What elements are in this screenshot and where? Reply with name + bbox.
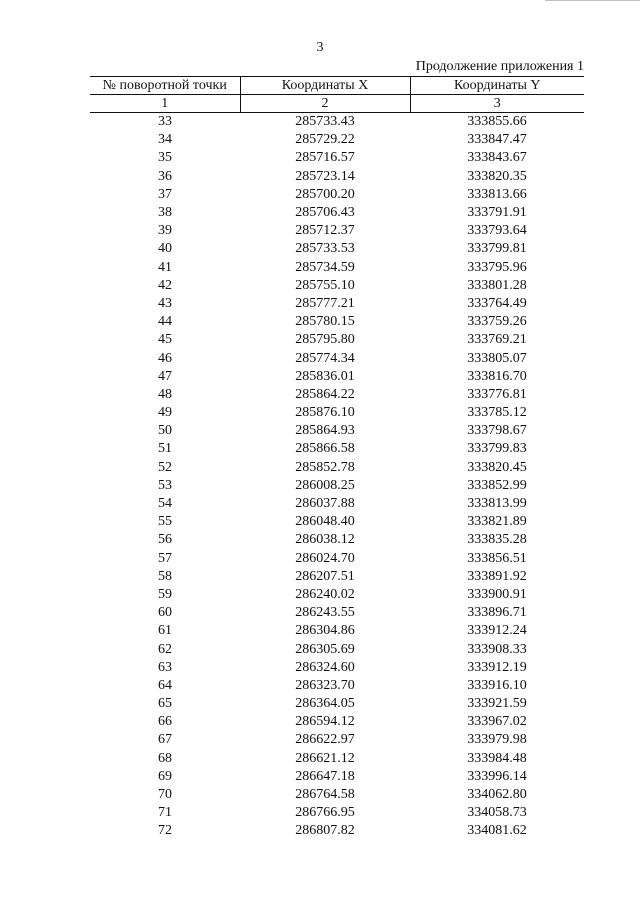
coordinate-y-cell: 334058.73 <box>467 805 527 821</box>
table-row <box>90 695 584 713</box>
coordinate-x-cell: 285712.37 <box>295 223 355 239</box>
point-number-cell: 61 <box>158 623 172 639</box>
coordinate-x-cell: 286207.51 <box>295 568 355 584</box>
table-row <box>90 259 584 277</box>
coordinate-x-cell: 286038.12 <box>295 532 355 548</box>
coordinate-x-cell: 286622.97 <box>295 732 355 748</box>
coordinate-x-cell: 285795.80 <box>295 332 355 348</box>
column-number: 1 <box>90 95 240 113</box>
coordinate-x-cell: 285836.01 <box>295 368 355 384</box>
table-row <box>90 822 584 840</box>
point-number-cell: 52 <box>158 459 172 475</box>
table-row <box>90 750 584 768</box>
point-number-cell: 66 <box>158 714 172 730</box>
header-point-number: № поворотной точки <box>90 77 240 95</box>
coordinate-x-cell: 286766.95 <box>295 805 355 821</box>
coordinate-y-cell: 333843.67 <box>467 150 527 166</box>
point-number-cell: 43 <box>158 295 172 311</box>
table-row <box>90 113 584 132</box>
point-number-cell: 51 <box>158 441 172 457</box>
coordinate-y-cell: 333852.99 <box>467 477 527 493</box>
point-number-cell: 60 <box>158 605 172 621</box>
table-row <box>90 149 584 167</box>
table-row <box>90 459 584 477</box>
header-coordinate-x: Координаты X <box>240 77 410 95</box>
table-row <box>90 386 584 404</box>
coordinate-x-cell: 286008.25 <box>295 477 355 493</box>
coordinate-y-cell: 333855.66 <box>467 114 527 130</box>
point-number-cell: 67 <box>158 732 172 748</box>
page-number: 3 <box>316 40 324 55</box>
coordinate-x-cell: 285716.57 <box>295 150 355 166</box>
coordinate-x-cell: 285866.58 <box>295 441 355 457</box>
coordinate-x-cell: 286304.86 <box>295 623 355 639</box>
column-number: 2 <box>240 95 410 113</box>
coordinate-x-cell: 286024.70 <box>295 550 355 566</box>
coordinate-x-cell: 285729.22 <box>295 132 355 148</box>
table-row <box>90 513 584 531</box>
table-row <box>90 768 584 786</box>
coordinate-y-cell: 334062.80 <box>467 787 527 803</box>
point-number-cell: 57 <box>158 550 172 566</box>
point-number-cell: 42 <box>158 277 172 293</box>
scan-edge-line <box>545 0 640 1</box>
coordinate-x-cell: 286807.82 <box>295 823 355 839</box>
coordinate-y-cell: 333979.98 <box>467 732 527 748</box>
point-number-cell: 70 <box>158 787 172 803</box>
coordinate-x-cell: 286240.02 <box>295 586 355 602</box>
table-row <box>90 404 584 422</box>
point-number-cell: 62 <box>158 641 172 657</box>
table-row <box>90 349 584 367</box>
coordinate-y-cell: 333856.51 <box>467 550 527 566</box>
coordinate-x-cell: 286323.70 <box>295 677 355 693</box>
table-row <box>90 313 584 331</box>
coordinate-y-cell: 333813.66 <box>467 186 527 202</box>
table-row <box>90 440 584 458</box>
coordinate-x-cell: 285733.53 <box>295 241 355 257</box>
coordinate-y-cell: 333813.99 <box>467 496 527 512</box>
point-number-cell: 64 <box>158 677 172 693</box>
coordinate-y-cell: 333847.47 <box>467 132 527 148</box>
point-number-cell: 37 <box>158 186 172 202</box>
table-row <box>90 622 584 640</box>
coordinate-y-cell: 333799.81 <box>467 241 527 257</box>
coordinate-x-cell: 286594.12 <box>295 714 355 730</box>
table-row <box>90 659 584 677</box>
coordinate-y-cell: 333793.64 <box>467 223 527 239</box>
coordinate-y-cell: 333776.81 <box>467 386 527 402</box>
table-row <box>90 713 584 731</box>
table-row <box>90 550 584 568</box>
coordinate-y-cell: 333900.91 <box>467 586 527 602</box>
coordinate-y-cell: 333984.48 <box>467 750 527 766</box>
table-row <box>90 531 584 549</box>
coordinate-x-cell: 286647.18 <box>295 768 355 784</box>
coordinate-x-cell: 285876.10 <box>295 405 355 421</box>
table-row <box>90 186 584 204</box>
coordinate-x-cell: 285706.43 <box>295 205 355 221</box>
point-number-cell: 63 <box>158 659 172 675</box>
point-number-cell: 45 <box>158 332 172 348</box>
coordinate-x-cell: 286764.58 <box>295 787 355 803</box>
coordinate-x-cell: 285864.93 <box>295 423 355 439</box>
table-body <box>90 113 584 841</box>
point-number-cell: 54 <box>158 496 172 512</box>
coordinate-x-cell: 286324.60 <box>295 659 355 675</box>
table-row <box>90 331 584 349</box>
coordinate-y-cell: 333896.71 <box>467 605 527 621</box>
table-row <box>90 240 584 258</box>
coordinate-y-cell: 334081.62 <box>467 823 527 839</box>
point-number-cell: 71 <box>158 805 172 821</box>
point-number-cell: 53 <box>158 477 172 493</box>
table-row <box>90 495 584 513</box>
coordinate-y-cell: 333916.10 <box>467 677 527 693</box>
point-number-cell: 36 <box>158 168 172 184</box>
coordinate-y-cell: 333764.49 <box>467 295 527 311</box>
table-row <box>90 640 584 658</box>
coordinate-y-cell: 333759.26 <box>467 314 527 330</box>
point-number-cell: 56 <box>158 532 172 548</box>
table-row <box>90 604 584 622</box>
table-row <box>90 204 584 222</box>
coordinate-y-cell: 333820.45 <box>467 459 527 475</box>
coordinate-y-cell: 333798.67 <box>467 423 527 439</box>
coordinate-y-cell: 333816.70 <box>467 368 527 384</box>
coordinate-x-cell: 286048.40 <box>295 514 355 530</box>
coordinate-y-cell: 333785.12 <box>467 405 527 421</box>
coordinate-y-cell: 333891.92 <box>467 568 527 584</box>
point-number-cell: 72 <box>158 823 172 839</box>
coordinate-x-cell: 285852.78 <box>295 459 355 475</box>
point-number-cell: 34 <box>158 132 172 148</box>
point-number-cell: 68 <box>158 750 172 766</box>
coordinate-x-cell: 286037.88 <box>295 496 355 512</box>
coordinate-x-cell: 286243.55 <box>295 605 355 621</box>
coordinate-y-cell: 333805.07 <box>467 350 527 366</box>
table-row <box>90 586 584 604</box>
coordinate-y-cell: 333967.02 <box>467 714 527 730</box>
coordinate-y-cell: 333820.35 <box>467 168 527 184</box>
coordinate-y-cell: 333912.24 <box>467 623 527 639</box>
coordinate-y-cell: 333908.33 <box>467 641 527 657</box>
point-number-cell: 47 <box>158 368 172 384</box>
point-number-cell: 46 <box>158 350 172 366</box>
coordinate-x-cell: 285774.34 <box>295 350 355 366</box>
coordinate-x-cell: 285777.21 <box>295 295 355 311</box>
table-row <box>90 731 584 749</box>
coordinates-table <box>90 76 584 841</box>
table-row <box>90 131 584 149</box>
coordinate-y-cell: 333821.89 <box>467 514 527 530</box>
point-number-cell: 33 <box>158 114 172 130</box>
table-row <box>90 568 584 586</box>
coordinate-y-cell: 333801.28 <box>467 277 527 293</box>
table-row <box>90 295 584 313</box>
coordinate-y-cell: 333799.83 <box>467 441 527 457</box>
table-row <box>90 222 584 240</box>
point-number-cell: 35 <box>158 150 172 166</box>
coordinate-x-cell: 285780.15 <box>295 314 355 330</box>
point-number-cell: 65 <box>158 696 172 712</box>
point-number-cell: 48 <box>158 386 172 402</box>
coordinate-x-cell: 285755.10 <box>295 277 355 293</box>
point-number-cell: 50 <box>158 423 172 439</box>
point-number-cell: 69 <box>158 768 172 784</box>
point-number-cell: 39 <box>158 223 172 239</box>
point-number-cell: 49 <box>158 405 172 421</box>
point-number-cell: 59 <box>158 586 172 602</box>
coordinate-x-cell: 286305.69 <box>295 641 355 657</box>
table-row <box>90 677 584 695</box>
coordinate-y-cell: 333912.19 <box>467 659 527 675</box>
table-row <box>90 804 584 822</box>
coordinate-x-cell: 285864.22 <box>295 386 355 402</box>
coordinate-y-cell: 333835.28 <box>467 532 527 548</box>
coordinate-x-cell: 285734.59 <box>295 259 355 275</box>
table-header-row <box>90 77 584 95</box>
point-number-cell: 58 <box>158 568 172 584</box>
point-number-cell: 55 <box>158 514 172 530</box>
header-coordinate-y: Координаты Y <box>410 77 584 95</box>
table-row <box>90 277 584 295</box>
table-row <box>90 368 584 386</box>
coordinate-y-cell: 333921.59 <box>467 696 527 712</box>
point-number-cell: 44 <box>158 314 172 330</box>
coordinate-y-cell: 333769.21 <box>467 332 527 348</box>
coordinate-x-cell: 285723.14 <box>295 168 355 184</box>
table-row <box>90 786 584 804</box>
point-number-cell: 38 <box>158 205 172 221</box>
point-number-cell: 40 <box>158 241 172 257</box>
continuation-label: Продолжение приложения 1 <box>415 59 584 74</box>
coordinate-x-cell: 286621.12 <box>295 750 355 766</box>
coordinate-x-cell: 285733.43 <box>295 114 355 130</box>
column-number-row <box>90 95 584 113</box>
table-row <box>90 477 584 495</box>
table-row <box>90 422 584 440</box>
coordinate-y-cell: 333795.96 <box>467 259 527 275</box>
coordinate-y-cell: 333996.14 <box>467 768 527 784</box>
column-number: 3 <box>410 95 584 113</box>
coordinate-y-cell: 333791.91 <box>467 205 527 221</box>
point-number-cell: 41 <box>158 259 172 275</box>
coordinate-x-cell: 285700.20 <box>295 186 355 202</box>
table-row <box>90 168 584 186</box>
coordinate-x-cell: 286364.05 <box>295 696 355 712</box>
